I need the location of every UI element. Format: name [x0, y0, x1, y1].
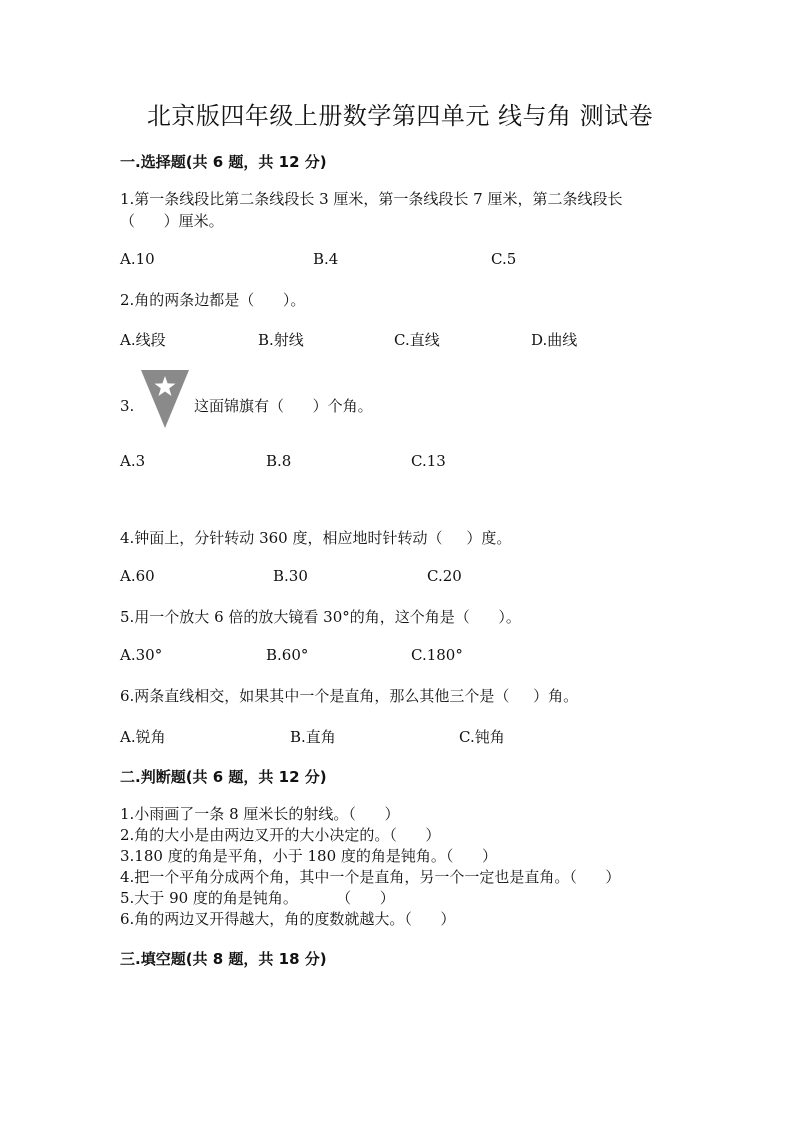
page-title: 北京版四年级上册数学第四单元 线与角 测试卷 [146, 102, 654, 130]
q4-option-b: B.30 [273, 567, 308, 585]
q6-option-c: C.钝角 [459, 728, 505, 746]
q3-option-b: B.8 [266, 452, 292, 470]
judge-item-4: 4.把一个平角分成两个角，其中一个是直角，另一个一定也是直角。（ ） [120, 868, 621, 886]
q5-option-c: C.180° [411, 646, 463, 664]
question-5: 5.用一个放大 6 倍的放大镜看 30°的角，这个角是（ ）。 [120, 608, 521, 626]
question-2: 2.角的两条边都是（ ）。 [120, 291, 306, 309]
q3-option-a: A.3 [120, 452, 146, 470]
q3-option-c: C.13 [411, 452, 446, 470]
section-header-judge: 二.判断题(共 6 题，共 12 分) [120, 768, 327, 786]
question-4: 4.钟面上，分针转动 360 度，相应地时针转动（ ）度。 [120, 529, 512, 547]
q2-option-b: B.射线 [258, 331, 304, 349]
question-1-line-1: 1.第一条线段比第二条线段长 3 厘米，第一条线段长 7 厘米，第二条线段长 [120, 190, 623, 208]
question-3-number: 3. [120, 397, 135, 415]
pennant-flag-image [140, 370, 190, 428]
judge-item-5: 5.大于 90 度的角是钝角。 （ ） [120, 889, 395, 907]
q4-option-c: C.20 [427, 567, 462, 585]
q2-option-c: C.直线 [394, 331, 440, 349]
q1-option-c: C.5 [491, 250, 517, 268]
question-3-text: 这面锦旗有（ ）个角。 [194, 397, 373, 415]
section-header-choice: 一.选择题(共 6 题，共 12 分) [120, 153, 327, 171]
q1-option-a: A.10 [120, 250, 155, 268]
q2-option-d: D.曲线 [531, 331, 578, 349]
q5-option-b: B.60° [266, 646, 309, 664]
q5-option-a: A.30° [120, 646, 163, 664]
q6-option-b: B.直角 [290, 728, 336, 746]
judge-item-6: 6.角的两边叉开得越大，角的度数就越大。（ ） [120, 910, 456, 928]
q4-option-a: A.60 [120, 567, 155, 585]
judge-item-2: 2.角的大小是由两边叉开的大小决定的。（ ） [120, 826, 441, 844]
question-6: 6.两条直线相交，如果其中一个是直角，那么其他三个是（ ）角。 [120, 687, 579, 705]
q6-option-a: A.锐角 [120, 728, 166, 746]
q1-option-b: B.4 [313, 250, 339, 268]
judge-item-1: 1.小雨画了一条 8 厘米长的射线。（ ） [120, 805, 400, 823]
q2-option-a: A.线段 [120, 331, 166, 349]
section-header-fill: 三.填空题(共 8 题，共 18 分) [120, 950, 327, 968]
question-1-line-2: （ ）厘米。 [120, 212, 224, 230]
judge-item-3: 3.180 度的角是平角，小于 180 度的角是钝角。（ ） [120, 847, 497, 865]
